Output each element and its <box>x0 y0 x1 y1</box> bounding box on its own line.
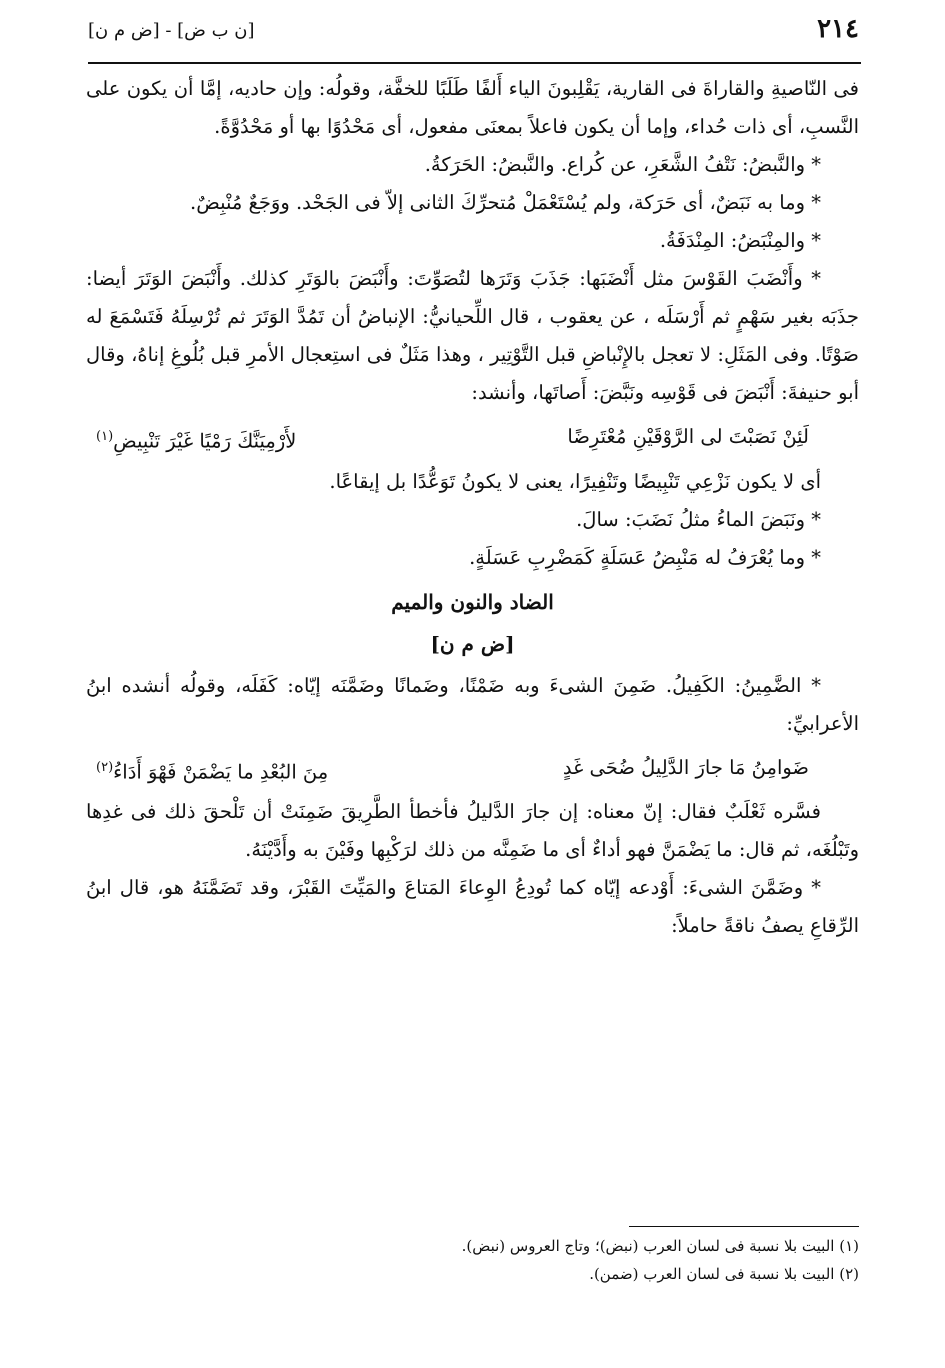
verse-hemistich-first: لَئِنْ نَصَبْتَ لى الرَّوْقَيْنِ مُعْتَرِضًا <box>567 425 809 448</box>
entry-paragraph: * والمِنْبَضُ: المِنْدَفَةُ. <box>659 229 821 252</box>
entry-paragraph: * والنَّبضُ: نَتْفُ الشَّعَرِ، عن كُراع. والنَّبضُ: الحَرَكةُ. <box>424 153 821 176</box>
section-heading: الضاد والنون والميم <box>391 589 554 614</box>
footnote: (٢) البيت بلا نسبة فى لسان العرب (ضمن). <box>589 1265 859 1283</box>
paragraph: فسَّره ثَعْلَبٌ فقال: إنّ معناه: إن جارَ الدَّليلُ فأخطأ الطَّرِيقَ ضَمِنَتْ أن تَلْحقَ ذلك فى غدِها وتَبْلُغَه، ثم قال: ما يَضْمَنَّ فهو أداءٌ أى ما ضَمِنَّه من ذلك لرَكْبِها وفَيْنَ به وأَدَّيْنَهُ. <box>86 800 859 861</box>
footnote-marker: (٢) <box>96 759 114 775</box>
header-rule <box>88 62 861 64</box>
entry-paragraph: * وأَنْضَبَ القَوْسَ مثل أَنْضَبَها: جَذَبَ وَتَرَها لتُصَوِّتَ: وأَنْبَضَ بالوَتَرِ كذلك. وأَنْبَضَ الوَتَرَ أيضا: جذَبَه بغير سَهْمٍ ثم أَرْسَلَه ، عن يعقوب ، قال اللِّحيانيُّ: الإنباضُ أن تَمُدَّ الوَتَرَ ثم تُرْسِلَهُ فَتَسْمَعَ له صَوْتًا. وفى المَثَلِ: لا تعجل بالإِنْباضِ قبل التَّوْتِير ، وهذا مَثَلٌ فى استِعجال الأمرِ قبل بُلُوغِ إناهُ، وقال أبو حنيفةَ: أَنْبَضَ فى قَوْسِه ونَبَّضَ: أَصاتَها، وأنشد: <box>86 267 859 404</box>
footnote-rule <box>629 1226 859 1227</box>
entry-paragraph: * وما به نَبَضٌ، أى حَرَكة، ولم يُسْتَعْمَلْ مُتحرِّكَ الثانى إلاّ فى الجَحْد. ووَجَعٌ مُنْبِضٌ. <box>190 191 821 214</box>
root-heading: [ض م ن] <box>430 631 515 656</box>
root-bracket-label: [ن ب ض] - [ض م ن] <box>88 20 255 41</box>
poetry-verse <box>86 749 859 792</box>
entry-paragraph: * الضَّمِينُ: الكَفِيلُ. ضَمِنَ الشىءَ وبه ضَمْنًا، وضَمانًا وضَمَّنَه إيّاه: كَفَلَه، وقولُه أنشده ابنُ الأعرابيِّ: <box>86 673 859 735</box>
page-body <box>86 70 859 945</box>
entry-paragraph: * وضَمَّنَ الشىءَ: أَوْدعه إيّاه كما تُودِعُ الوِعاءَ المَتاعَ والمَيِّتَ القَبْرَ، وقد تَضَمَّنَهُ هو، قال ابنُ الرِّقاعِ يصفُ ناقةً حاملاً: <box>86 876 859 937</box>
footnotes <box>86 1232 859 1288</box>
entry-paragraph: * ونَبَضَ الماءُ مثلُ نَضَبَ: سالَ. <box>576 507 821 531</box>
footnote-marker: (١) <box>96 429 114 444</box>
poetry-verse <box>86 418 859 461</box>
verse-hemistich-second: لأَرْمِيَنَّكَ رَمْيًا غَيْرَ تَنْبِيضِ$^{(١)}$ <box>96 429 297 453</box>
verse-hemistich-first: ضَوامِنُ مَا جارَ الدَّلِيلُ ضُحَى غَدٍ <box>562 755 809 779</box>
entry-paragraph: * وما يُعْرَفُ له مَنْبِضُ عَسَلَةٍ كَمَضْرِبِ عَسَلَةٍ. <box>469 545 821 569</box>
verse-hemistich-second: مِنَ البُعْدِ ما يَضْمَنْ فَهْوَ أَدَاءُ$^{(٢)}$ <box>96 759 329 783</box>
footnote: (١) البيت بلا نسبة فى لسان العرب (نبض)؛ وتاج العروس (نبض). <box>461 1237 859 1255</box>
page-number: ٢١٤ <box>817 14 859 44</box>
paragraph: فى النّاصيةِ والقاراةَ فى القارية، يَقْلِبونَ الياء أَلفًا طَلَبًا للخفَّة، وقولُه: وإن حاديه، إمَّا أن يكون على النَّسبِ، أى ذات حُداء، وإما أن يكون فاعلاً بمعنَى مفعول، أى مَحْدُوًا بها أو مَحْدُوَّةً. <box>86 77 859 138</box>
paragraph: أى لا يكون نَزْعِي تَنْبِيضًا وتَنْفِيرًا، يعنى لا يكونُ تَوَعُّدًا بل إيقاعًا. <box>329 469 821 493</box>
